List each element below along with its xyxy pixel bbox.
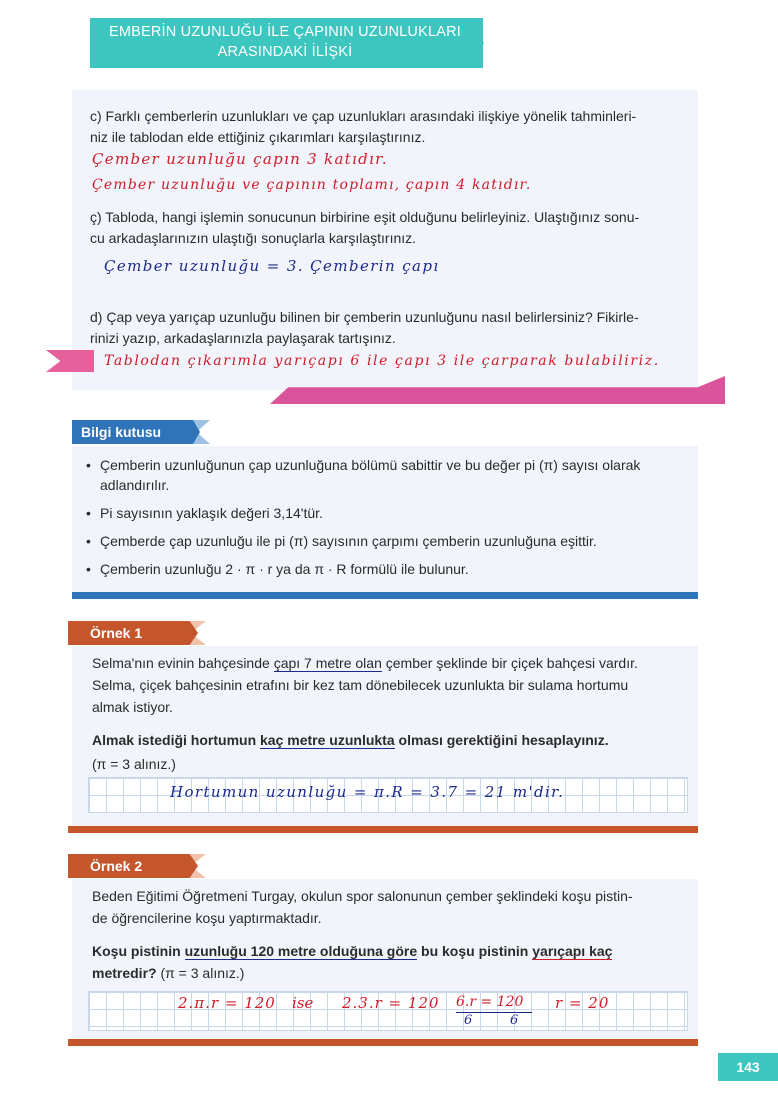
example1-text (92, 652, 692, 718)
answer-c-line1: Çember uzunluğu çapın 3 katıdır. (92, 150, 388, 168)
example2-question-line2 (92, 962, 692, 984)
example2-bottom-bar (68, 1039, 698, 1046)
question-d-line2: rinizi yazıp, arkadaşlarınızla paylaşarak tartışınız. (90, 330, 396, 346)
example1-note: (π = 3 alınız.) (92, 756, 176, 772)
page-number: 143 (718, 1053, 778, 1081)
example1-question-part: Almak istediği hortumun (92, 732, 261, 748)
example1-text-line3: almak istiyor. (92, 699, 173, 715)
example1-text-underlined: çapı 7 metre olan (273, 655, 382, 671)
page-title-line2: ARASINDAKİ İLİŞKİ (217, 44, 353, 60)
question-d (90, 307, 690, 349)
example2-question-part: Koşu pistinin (92, 943, 185, 959)
decorative-ribbon-left (46, 350, 94, 372)
example1-text-line1 (92, 652, 692, 674)
example1-bottom-bar (68, 826, 698, 833)
answer-cc: Çember uzunluğu = 3. Çemberin çapı (104, 257, 440, 275)
page-title-line1: EMBERİN UZUNLUĞU İLE ÇAPININ UZUNLUKLARI (108, 24, 462, 40)
question-cc (90, 207, 690, 249)
example1-text-line2: Selma, çiçek bahçesinin etrafını bir kez tam dönebilecek uzunlukta bir sulama hortumu (92, 677, 629, 693)
answer-c-line2: Çember uzunluğu ve çapının toplamı, çapın 4 katıdır. (92, 177, 532, 193)
example2-title: Örnek 2 (68, 854, 186, 878)
example2-text-line1: Beden Eğitimi Öğretmeni Turgay, okulun spor salonunun çember şeklindeki koşu pistin- (92, 888, 633, 904)
example2-answer-denominator-right: 6 (510, 1013, 519, 1028)
example2-answer-result: r = 20 (555, 994, 610, 1012)
question-c (90, 106, 690, 148)
example2-question-underlined: uzunluğu 120 metre olduğuna göre (184, 943, 418, 959)
info-item: • Çemberin uzunluğu 2 · π · r ya da π · R formülü ile bulunur. (86, 559, 691, 579)
example1-title: Örnek 1 (68, 621, 186, 645)
example2-question (92, 940, 692, 984)
info-item: • Pi sayısının yaklaşık değeri 3,14'tür. (86, 503, 691, 523)
example1-text-part: Selma'nın evinin bahçesinde (92, 655, 274, 671)
info-item: • Çemberin uzunluğunun çap uzunluğuna bölümü sabittir ve bu değer pi (π) sayısı olarak adlandırılır. (86, 455, 691, 495)
example2-question-part: bu koşu pistinin (417, 943, 533, 959)
question-cc-line1: ç) Tabloda, hangi işlemin sonucunun birbirine eşit olduğunu belirleyiniz. Ulaştığınız sonu- (90, 209, 640, 225)
question-c-line1: c) Farklı çemberlerin uzunlukları ve çap uzunlukları arasındaki ilişkiye yönelik tahminleri- (90, 108, 637, 124)
example2-text-line2: de öğrencilerine koşu yaptırmaktadır. (92, 910, 322, 926)
example2-text (92, 885, 692, 929)
example2-answer-denominator-left: 6 (464, 1013, 473, 1028)
example1-answer: Hortumun uzunluğu = π.R = 3.7 = 21 m'dir. (170, 783, 565, 801)
info-box-bottom-bar (72, 592, 698, 599)
info-box-title: Bilgi kutusu (72, 420, 190, 444)
example2-answer-ise: ise (292, 994, 314, 1012)
example1-question-underlined: kaç metre uzunlukta (260, 732, 395, 748)
example2-answer-step2: 2.3.r = 120 (342, 994, 440, 1012)
example1-question-part: olması gerektiğini hesaplayınız. (394, 732, 609, 748)
question-c-line2: niz ile tablodan elde ettiğiniz çıkarımları karşılaştırınız. (90, 129, 426, 145)
page-title (96, 22, 474, 62)
example2-question-underlined-red: yarıçapı kaç (532, 943, 613, 959)
info-box-list (86, 455, 691, 587)
info-item: • Çemberde çap uzunluğu ile pi (π) sayısının çarpımı çemberin uzunluğuna eşittir. (86, 531, 691, 551)
example2-question-line1 (92, 940, 692, 962)
answer-d: Tablodan çıkarımla yarıçapı 6 ile çapı 3 ile çarparak bulabiliriz. (104, 353, 660, 369)
example2-note: (π = 3 alınız.) (160, 965, 245, 981)
example2-answer-step3-numerator: 6.r = 120 (456, 994, 524, 1010)
example1-question (92, 729, 692, 751)
example1-text-part: çember şeklinde bir çiçek bahçesi vardır. (381, 655, 638, 671)
question-cc-line2: cu arkadaşlarınızın ulaştığı sonuçlarla karşılaştırınız. (90, 230, 417, 246)
example2-question-part: metredir? (92, 965, 157, 981)
example2-answer-step1: 2.π.r = 120 (178, 994, 276, 1012)
question-d-line1: d) Çap veya yarıçap uzunluğu bilinen bir çemberin uzunluğunu nasıl belirlersiniz? Fikirle- (90, 309, 639, 325)
